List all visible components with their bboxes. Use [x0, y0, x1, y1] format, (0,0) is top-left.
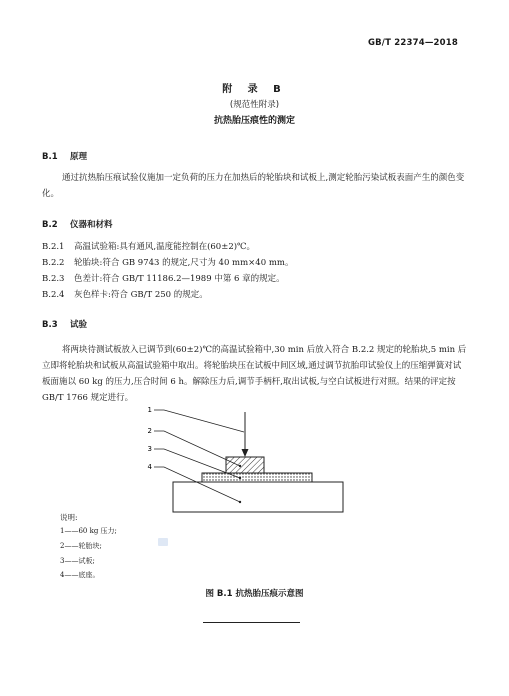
section-number: B.2	[42, 220, 58, 230]
callout-dot	[239, 501, 241, 503]
item-number: B.2.1	[42, 242, 65, 252]
tire-block	[226, 457, 264, 473]
item-number: B.2.4	[42, 290, 65, 300]
item-text: 色差计:符合 GB/T 11186.2—1989 中第 6 章的规定。	[74, 274, 285, 284]
appendix-subject: 抗热胎压痕性的测定	[213, 116, 295, 126]
figure-diagram	[140, 404, 380, 514]
callout-label: 4	[147, 463, 152, 471]
item-text: 高温试验箱:具有通风,温度能控制在(60±2)℃。	[74, 242, 256, 252]
callout-label: 3	[147, 445, 152, 453]
appendix-type: (规范性附录)	[229, 100, 280, 110]
end-divider	[203, 622, 300, 623]
callout-dot	[239, 477, 241, 479]
material-item	[42, 256, 293, 268]
appendix-title: 附 录 B	[222, 84, 287, 95]
callout-leader-1	[154, 410, 244, 432]
item-text: 灰色样卡:符合 GB/T 250 的规定。	[74, 290, 208, 300]
pressure-arrow-head	[242, 449, 249, 457]
section-title: 试验	[70, 320, 88, 330]
figure-caption: 图 B.1 抗热胎压痕示意图	[205, 589, 304, 599]
material-item	[42, 288, 208, 300]
watermark-mark	[158, 538, 168, 546]
base-plate	[173, 482, 343, 512]
item-text: 轮胎块:符合 GB 9743 的规定,尺寸为 40 mm×40 mm。	[74, 258, 294, 268]
item-number: B.2.3	[42, 274, 65, 284]
section-heading-b1	[42, 150, 87, 162]
material-item	[42, 272, 285, 284]
section-number: B.3	[42, 320, 58, 330]
material-item	[42, 240, 255, 252]
section-heading-b2	[42, 218, 113, 230]
item-number: B.2.2	[42, 258, 65, 268]
section-number: B.1	[42, 152, 58, 162]
callout-dot	[239, 465, 241, 467]
section-title: 原理	[70, 152, 88, 162]
principle-paragraph: 通过抗热胎压痕试验仪施加一定负荷的压力在加热后的轮胎块和试板上,测定轮胎污染试板表面产生的颜色变化。	[42, 173, 465, 199]
test-panel	[202, 473, 312, 482]
section-title: 仪器和材料	[70, 220, 113, 230]
legend-item: 1——60 kg 压力;	[60, 527, 117, 535]
legend-item: 4——底座。	[60, 571, 100, 579]
callout-label: 1	[147, 406, 152, 414]
callout-label: 2	[147, 427, 152, 435]
test-paragraph: 将两块待测试板放入已调节到(60±2)℃的高温试验箱中,30 min 后放入符合 B.2.2 规定的轮胎块,5 min 后立即将轮胎块和试板从高温试验箱中取出。将轮胎块压在试板中间区域,通过调节抗胎印试验仪上的压缩弹簧对试板面施以 60 kg 的压力,压合时间 6 h。解除压力后,调节手柄杆,取出试板,与空白试板进行对照。结果的评定按 GB/T 1766 规定进行。	[42, 345, 467, 403]
standard-code: GB/T 22374—2018	[367, 38, 458, 48]
legend-title: 说明:	[60, 513, 78, 522]
legend-item: 3——试板;	[60, 557, 95, 565]
section-heading-b3	[42, 318, 87, 330]
legend-item: 2——轮胎块;	[60, 542, 102, 550]
